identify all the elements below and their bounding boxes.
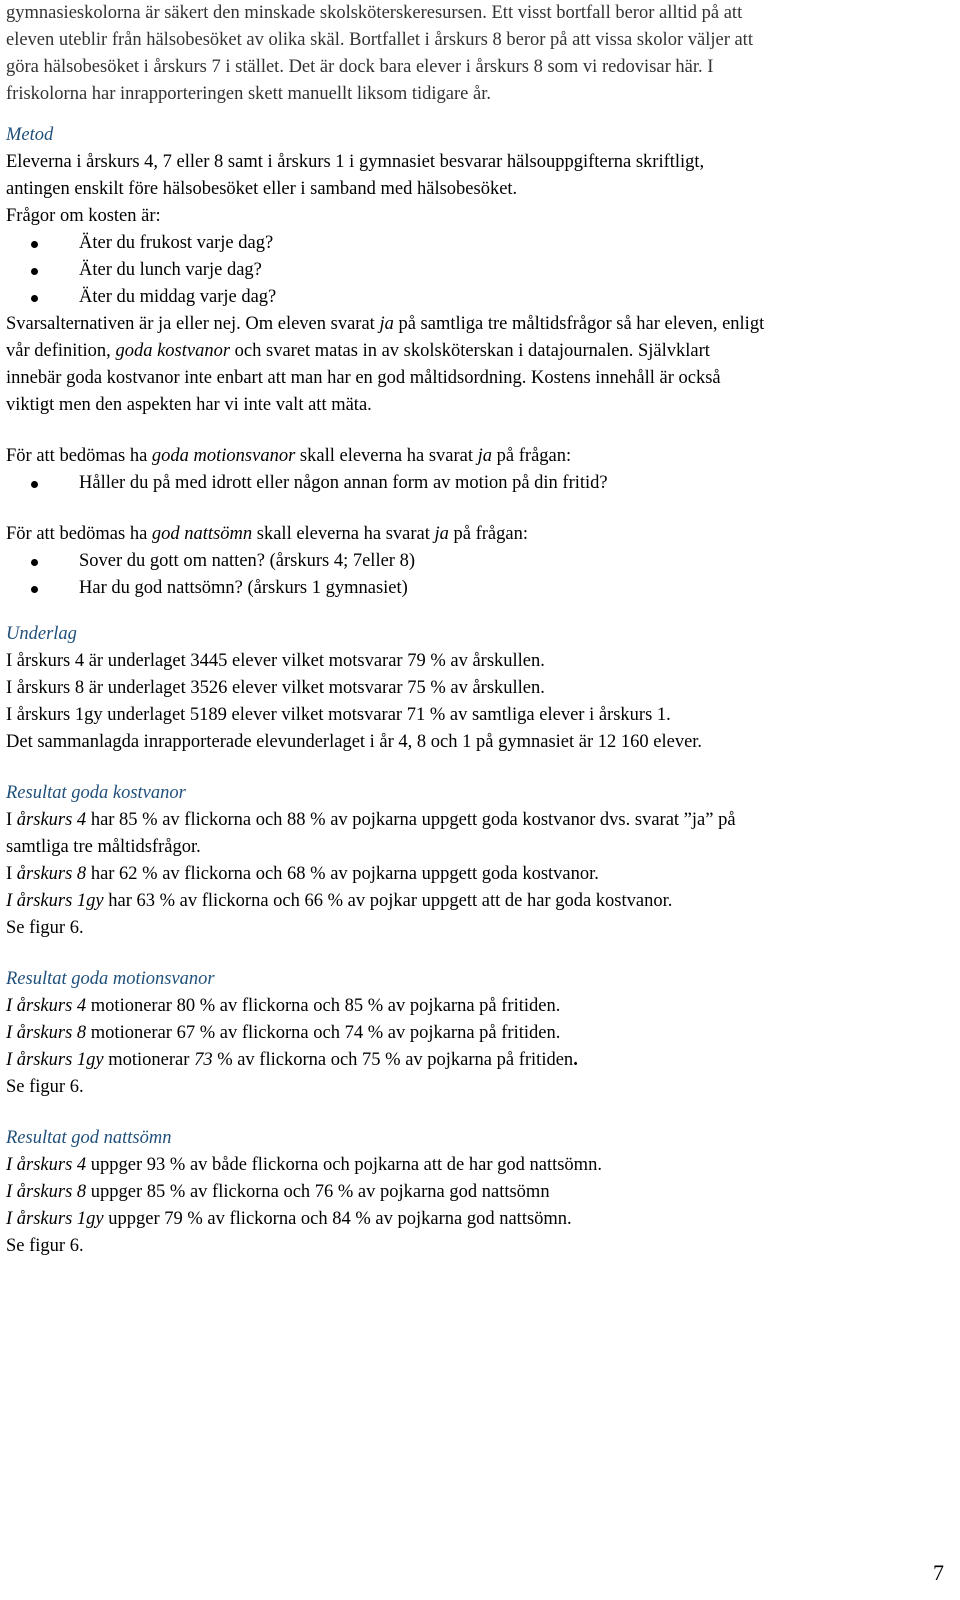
meal-question-list xyxy=(6,230,946,311)
result-line: samtliga tre måltidsfrågor. xyxy=(6,837,201,857)
sleep-question-list xyxy=(6,548,946,602)
result-line: I årskurs 4 uppger 93 % av både flickorna och pojkarna att de har god nattsömn. xyxy=(6,1155,602,1175)
underlag-line: Det sammanlagda inrapporterade elevunderlaget i år 4, 8 och 1 på gymnasiet är 12 160 elever. xyxy=(6,732,703,752)
section-heading-motionsvanor: Resultat goda motionsvanor xyxy=(6,969,215,989)
result-line: I årskurs 8 motionerar 67 % av flickorna och 74 % av pojkarna på fritiden. xyxy=(6,1023,561,1043)
section-heading-kostvanor: Resultat goda kostvanor xyxy=(6,783,186,803)
intro-line: friskolorna har inrapporteringen skett manuellt liksom tidigare år. xyxy=(6,84,491,104)
result-line: I årskurs 1gy har 63 % av flickorna och 66 % av pojkar uppgett att de har goda kostvanor. xyxy=(6,891,673,911)
metod-line: Frågor om kosten är: xyxy=(6,206,161,226)
list-item: Äter du frukost varje dag? xyxy=(6,230,946,257)
motion-criteria: För att bedömas ha goda motionsvanor skall eleverna ha svarat ja på frågan: xyxy=(6,446,572,466)
figure-reference: Se figur 6. xyxy=(6,1077,84,1097)
answer-definition-paragraph xyxy=(6,311,946,419)
page-number: 7 xyxy=(933,1560,944,1585)
underlag-line: I årskurs 4 är underlaget 3445 elever vilket motsvarar 79 % av årskullen. xyxy=(6,651,545,671)
intro-line: gymnasieskolorna är säkert den minskade skolsköterskeresursen. Ett visst bortfall beror alltid på att xyxy=(6,3,743,23)
list-item: Har du god nattsömn? (årskurs 1 gymnasiet) xyxy=(6,575,946,602)
list-item: Sover du gott om natten? (årskurs 4; 7eller 8) xyxy=(6,548,946,575)
intro-line: göra hälsobesöket i årskurs 7 i stället. Det är dock bara elever i årskurs 8 som vi redovisar här. I xyxy=(6,57,714,77)
intro-paragraph xyxy=(6,0,946,108)
document-page xyxy=(6,0,946,1260)
underlag-line: I årskurs 8 är underlaget 3526 elever vilket motsvarar 75 % av årskullen. xyxy=(6,678,545,698)
result-line: I årskurs 1gy uppger 79 % av flickorna och 84 % av pojkarna god nattsömn. xyxy=(6,1209,572,1229)
result-line: I årskurs 4 har 85 % av flickorna och 88 % av pojkarna uppgett goda kostvanor dvs. svarat ”ja” på xyxy=(6,810,736,830)
paragraph-line: vår definition, goda kostvanor och svaret matas in av skolsköterskan i datajournalen. Självklart xyxy=(6,341,710,361)
list-item: Äter du middag varje dag? xyxy=(6,284,946,311)
metod-line: antingen enskilt före hälsobesöket eller i samband med hälsobesöket. xyxy=(6,179,518,199)
figure-reference: Se figur 6. xyxy=(6,1236,84,1256)
section-heading-metod: Metod xyxy=(6,125,54,145)
intro-line: eleven uteblir från hälsobesöket av olika skäl. Bortfallet i årskurs 8 beror på att vissa skolor väljer att xyxy=(6,30,753,50)
list-item: Håller du på med idrott eller någon annan form av motion på din fritid? xyxy=(6,470,946,497)
result-line: I årskurs 1gy motionerar 73 % av flickorna och 75 % av pojkarna på fritiden. xyxy=(6,1050,578,1070)
underlag-line: I årskurs 1gy underlaget 5189 elever vilket motsvarar 71 % av samtliga elever i årskurs 1. xyxy=(6,705,671,725)
paragraph-line: innebär goda kostvanor inte enbart att man har en god måltidsordning. Kostens innehåll är också xyxy=(6,368,721,388)
figure-reference: Se figur 6. xyxy=(6,918,84,938)
result-line: I årskurs 4 motionerar 80 % av flickorna och 85 % av pojkarna på fritiden. xyxy=(6,996,561,1016)
metod-line: Eleverna i årskurs 4, 7 eller 8 samt i årskurs 1 i gymnasiet besvarar hälsouppgifterna skriftligt, xyxy=(6,152,705,172)
section-heading-underlag: Underlag xyxy=(6,624,77,644)
sleep-criteria: För att bedömas ha god nattsömn skall eleverna ha svarat ja på frågan: xyxy=(6,524,528,544)
result-line: I årskurs 8 uppger 85 % av flickorna och 76 % av pojkarna god nattsömn xyxy=(6,1182,550,1202)
paragraph-line: Svarsalternativen är ja eller nej. Om eleven svarat ja på samtliga tre måltidsfrågor så har eleven, enligt xyxy=(6,314,765,334)
motion-question-list xyxy=(6,470,946,497)
paragraph-line: viktigt men den aspekten har vi inte valt att mäta. xyxy=(6,395,372,415)
section-heading-nattsomn: Resultat god nattsömn xyxy=(6,1128,172,1148)
list-item: Äter du lunch varje dag? xyxy=(6,257,946,284)
result-line: I årskurs 8 har 62 % av flickorna och 68 % av pojkarna uppgett goda kostvanor. xyxy=(6,864,599,884)
